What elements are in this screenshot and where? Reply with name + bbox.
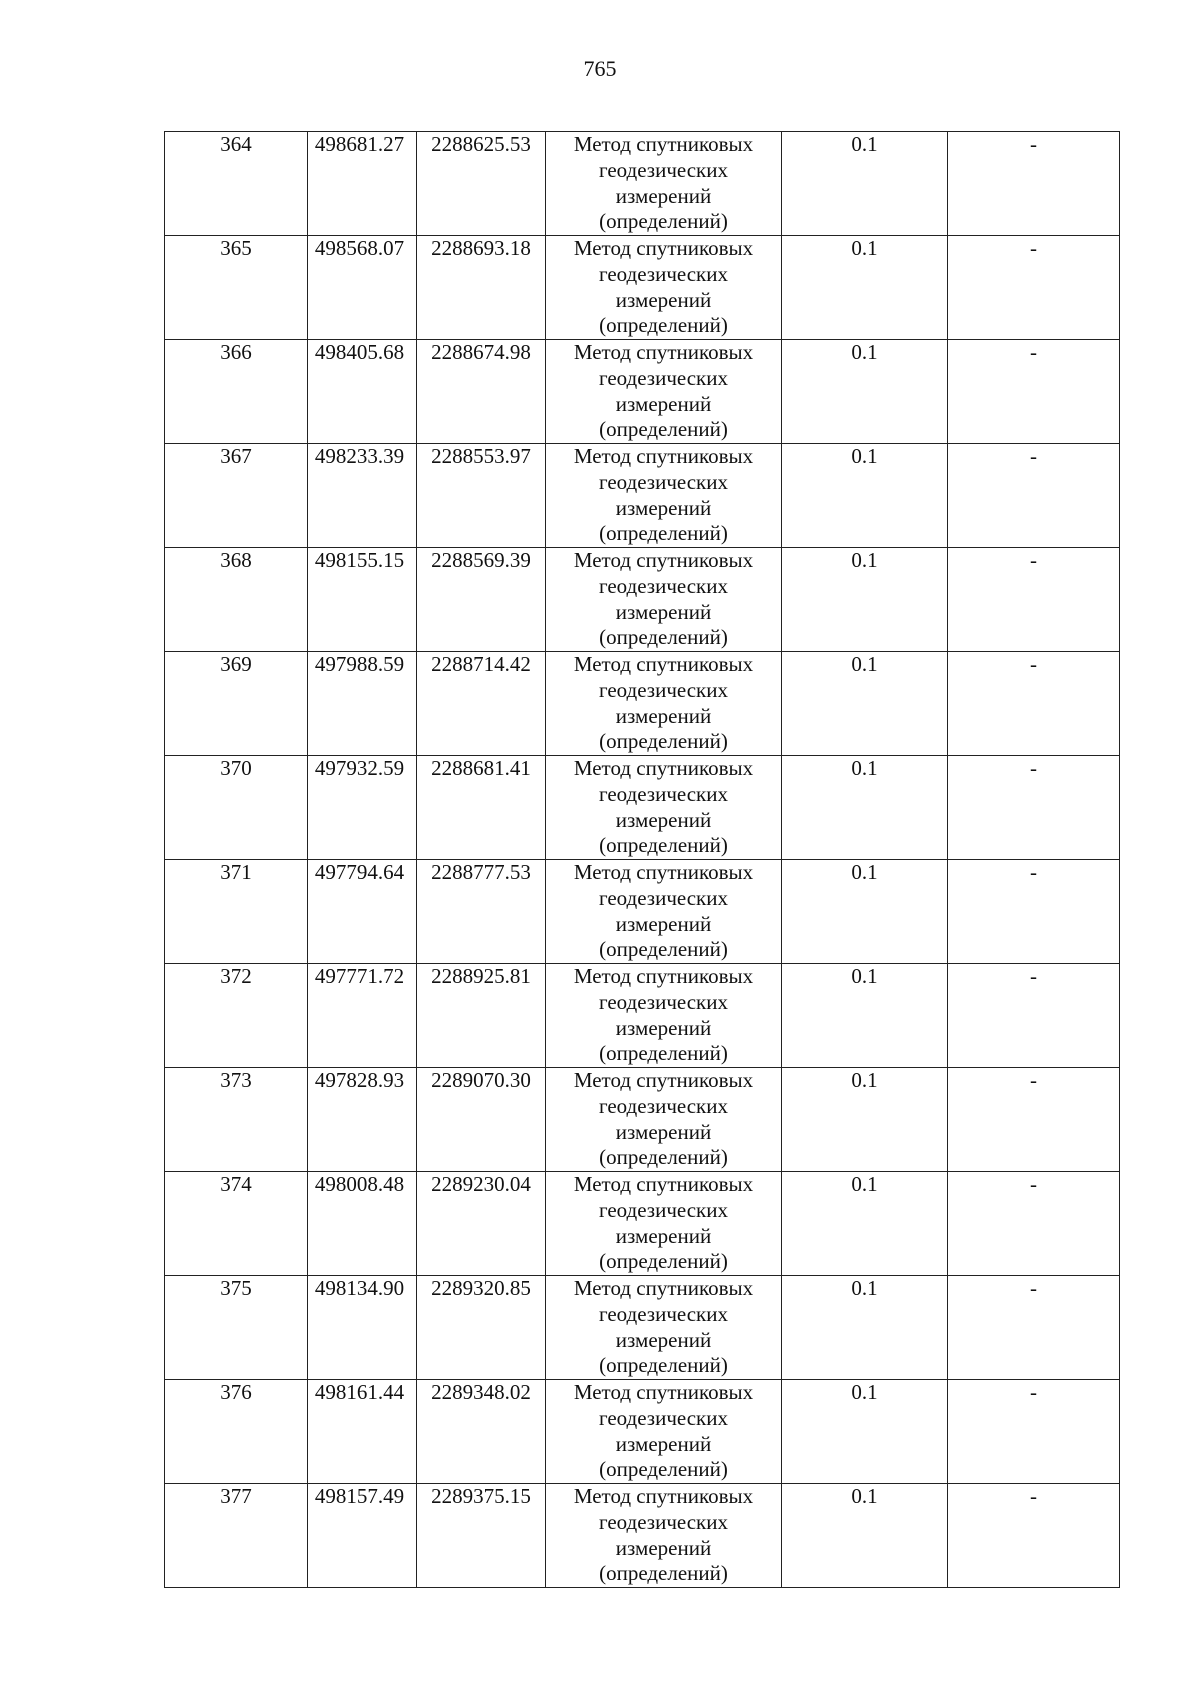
accuracy-cell (782, 1380, 948, 1484)
coordinates-table-body (165, 132, 1120, 1588)
y-coordinate-cell (417, 340, 546, 444)
note-text: - (1030, 1484, 1037, 1508)
point-number-text: 370 (220, 756, 252, 780)
note-text: - (1030, 1276, 1037, 1300)
point-number-text: 373 (220, 1068, 252, 1092)
table-row (165, 756, 1120, 860)
x-coordinate-cell (308, 964, 417, 1068)
point-number-text: 367 (220, 444, 252, 468)
note-text: - (1030, 548, 1037, 572)
x-coordinate-text: 498681.27 (314, 132, 405, 156)
point-number-text: 369 (220, 652, 252, 676)
note-text: - (1030, 964, 1037, 988)
accuracy-cell (782, 964, 948, 1068)
point-number-text: 364 (220, 132, 252, 156)
method-cell (546, 132, 782, 236)
point-number-cell (165, 1484, 308, 1588)
y-coordinate-text: 2288777.53 (431, 860, 531, 884)
note-cell (948, 1276, 1120, 1380)
y-coordinate-text: 2289070.30 (431, 1068, 531, 1092)
method-cell (546, 1172, 782, 1276)
method-text: Метод спутниковых геодезических измерений (определений) (573, 1276, 754, 1378)
point-number-cell (165, 756, 308, 860)
point-number-text: 375 (220, 1276, 252, 1300)
method-text: Метод спутниковых геодезических измерений (определений) (573, 1484, 754, 1586)
method-cell (546, 756, 782, 860)
method-cell (546, 964, 782, 1068)
x-coordinate-cell (308, 132, 417, 236)
x-coordinate-text: 497828.93 (314, 1068, 405, 1092)
point-number-text: 365 (220, 236, 252, 260)
x-coordinate-text: 498155.15 (314, 548, 405, 572)
note-cell (948, 1172, 1120, 1276)
note-cell (948, 756, 1120, 860)
accuracy-text: 0.1 (851, 860, 878, 884)
x-coordinate-cell (308, 1172, 417, 1276)
x-coordinate-text: 498568.07 (314, 236, 405, 260)
note-cell (948, 132, 1120, 236)
accuracy-text: 0.1 (851, 444, 878, 468)
method-text: Метод спутниковых геодезических измерений (определений) (573, 652, 754, 754)
method-text: Метод спутниковых геодезических измерений (определений) (573, 756, 754, 858)
x-coordinate-cell (308, 548, 417, 652)
point-number-cell (165, 132, 308, 236)
note-cell (948, 340, 1120, 444)
point-number-text: 374 (220, 1172, 252, 1196)
accuracy-text: 0.1 (851, 1276, 878, 1300)
note-text: - (1030, 340, 1037, 364)
coordinates-table (164, 131, 1120, 1588)
y-coordinate-text: 2288625.53 (431, 132, 531, 156)
x-coordinate-cell (308, 444, 417, 548)
accuracy-text: 0.1 (851, 1484, 878, 1508)
x-coordinate-text: 497932.59 (314, 756, 405, 780)
point-number-cell (165, 548, 308, 652)
y-coordinate-cell (417, 860, 546, 964)
table-row (165, 1484, 1120, 1588)
accuracy-cell (782, 548, 948, 652)
table-row (165, 548, 1120, 652)
y-coordinate-cell (417, 444, 546, 548)
note-text: - (1030, 652, 1037, 676)
point-number-cell (165, 236, 308, 340)
accuracy-cell (782, 132, 948, 236)
point-number-text: 368 (220, 548, 252, 572)
point-number-cell (165, 1068, 308, 1172)
accuracy-cell (782, 860, 948, 964)
accuracy-text: 0.1 (851, 964, 878, 988)
accuracy-cell (782, 756, 948, 860)
accuracy-cell (782, 1068, 948, 1172)
method-text: Метод спутниковых геодезических измерений (определений) (573, 1380, 754, 1482)
method-text: Метод спутниковых геодезических измерений (определений) (573, 236, 754, 338)
table-row (165, 964, 1120, 1068)
x-coordinate-cell (308, 236, 417, 340)
method-cell (546, 1276, 782, 1380)
note-cell (948, 444, 1120, 548)
method-cell (546, 1380, 782, 1484)
y-coordinate-text: 2288693.18 (431, 236, 531, 260)
y-coordinate-text: 2288714.42 (431, 652, 531, 676)
x-coordinate-cell (308, 340, 417, 444)
note-text: - (1030, 132, 1037, 156)
point-number-cell (165, 652, 308, 756)
point-number-text: 377 (220, 1484, 252, 1508)
note-cell (948, 860, 1120, 964)
y-coordinate-cell (417, 1380, 546, 1484)
table-row (165, 1380, 1120, 1484)
x-coordinate-cell (308, 1068, 417, 1172)
method-text: Метод спутниковых геодезических измерений (определений) (573, 340, 754, 442)
method-cell (546, 652, 782, 756)
y-coordinate-text: 2288681.41 (431, 756, 531, 780)
method-text: Метод спутниковых геодезических измерений (определений) (573, 444, 754, 546)
y-coordinate-cell (417, 756, 546, 860)
x-coordinate-text: 498405.68 (314, 340, 405, 364)
x-coordinate-cell (308, 1484, 417, 1588)
point-number-cell (165, 1380, 308, 1484)
x-coordinate-text: 497988.59 (314, 652, 405, 676)
accuracy-cell (782, 652, 948, 756)
x-coordinate-text: 497794.64 (314, 860, 405, 884)
table-row (165, 1068, 1120, 1172)
accuracy-text: 0.1 (851, 132, 878, 156)
x-coordinate-cell (308, 860, 417, 964)
x-coordinate-cell (308, 1380, 417, 1484)
table-row (165, 132, 1120, 236)
table-row (165, 340, 1120, 444)
method-cell (546, 236, 782, 340)
x-coordinate-cell (308, 756, 417, 860)
point-number-cell (165, 1276, 308, 1380)
accuracy-cell (782, 1484, 948, 1588)
accuracy-text: 0.1 (851, 1380, 878, 1404)
x-coordinate-cell (308, 652, 417, 756)
accuracy-text: 0.1 (851, 1172, 878, 1196)
x-coordinate-text: 498161.44 (314, 1380, 405, 1404)
accuracy-text: 0.1 (851, 1068, 878, 1092)
note-cell (948, 1068, 1120, 1172)
y-coordinate-text: 2289320.85 (431, 1276, 531, 1300)
y-coordinate-cell (417, 1172, 546, 1276)
x-coordinate-text: 497771.72 (314, 964, 405, 988)
method-cell (546, 1484, 782, 1588)
accuracy-text: 0.1 (851, 756, 878, 780)
note-text: - (1030, 1068, 1037, 1092)
accuracy-cell (782, 1172, 948, 1276)
table-row (165, 652, 1120, 756)
method-text: Метод спутниковых геодезических измерений (определений) (573, 860, 754, 962)
point-number-cell (165, 964, 308, 1068)
note-text: - (1030, 1380, 1037, 1404)
accuracy-cell (782, 236, 948, 340)
y-coordinate-cell (417, 1484, 546, 1588)
x-coordinate-text: 498233.39 (314, 444, 405, 468)
accuracy-text: 0.1 (851, 236, 878, 260)
method-cell (546, 860, 782, 964)
y-coordinate-cell (417, 1276, 546, 1380)
accuracy-text: 0.1 (851, 340, 878, 364)
y-coordinate-text: 2289375.15 (431, 1484, 531, 1508)
accuracy-text: 0.1 (851, 652, 878, 676)
accuracy-cell (782, 340, 948, 444)
table-row (165, 1276, 1120, 1380)
method-cell (546, 340, 782, 444)
note-text: - (1030, 860, 1037, 884)
point-number-cell (165, 1172, 308, 1276)
x-coordinate-text: 498157.49 (314, 1484, 405, 1508)
x-coordinate-text: 498134.90 (314, 1276, 405, 1300)
note-text: - (1030, 444, 1037, 468)
y-coordinate-cell (417, 132, 546, 236)
accuracy-cell (782, 1276, 948, 1380)
note-text: - (1030, 756, 1037, 780)
table-row (165, 236, 1120, 340)
x-coordinate-text: 498008.48 (314, 1172, 405, 1196)
note-text: - (1030, 1172, 1037, 1196)
point-number-text: 376 (220, 1380, 252, 1404)
y-coordinate-text: 2289230.04 (431, 1172, 531, 1196)
method-cell (546, 444, 782, 548)
method-text: Метод спутниковых геодезических измерений (определений) (573, 1172, 754, 1274)
x-coordinate-cell (308, 1276, 417, 1380)
note-text: - (1030, 236, 1037, 260)
note-cell (948, 652, 1120, 756)
table-row (165, 860, 1120, 964)
point-number-text: 366 (220, 340, 252, 364)
method-text: Метод спутниковых геодезических измерений (определений) (573, 132, 754, 234)
note-cell (948, 1380, 1120, 1484)
table-row (165, 1172, 1120, 1276)
point-number-text: 372 (220, 964, 252, 988)
method-cell (546, 548, 782, 652)
note-cell (948, 236, 1120, 340)
point-number-text: 371 (220, 860, 252, 884)
y-coordinate-text: 2288553.97 (431, 444, 531, 468)
point-number-cell (165, 860, 308, 964)
point-number-cell (165, 444, 308, 548)
y-coordinate-text: 2288674.98 (431, 340, 531, 364)
page-number: 765 (583, 56, 617, 81)
method-text: Метод спутниковых геодезических измерений (определений) (573, 1068, 754, 1170)
y-coordinate-text: 2288925.81 (431, 964, 531, 988)
y-coordinate-cell (417, 1068, 546, 1172)
method-text: Метод спутниковых геодезических измерений (определений) (573, 548, 754, 650)
y-coordinate-text: 2289348.02 (431, 1380, 531, 1404)
y-coordinate-text: 2288569.39 (431, 548, 531, 572)
accuracy-text: 0.1 (851, 548, 878, 572)
table-row (165, 444, 1120, 548)
note-cell (948, 548, 1120, 652)
note-cell (948, 964, 1120, 1068)
y-coordinate-cell (417, 652, 546, 756)
method-text: Метод спутниковых геодезических измерений (определений) (573, 964, 754, 1066)
accuracy-cell (782, 444, 948, 548)
note-cell (948, 1484, 1120, 1588)
method-cell (546, 1068, 782, 1172)
y-coordinate-cell (417, 548, 546, 652)
point-number-cell (165, 340, 308, 444)
y-coordinate-cell (417, 964, 546, 1068)
y-coordinate-cell (417, 236, 546, 340)
